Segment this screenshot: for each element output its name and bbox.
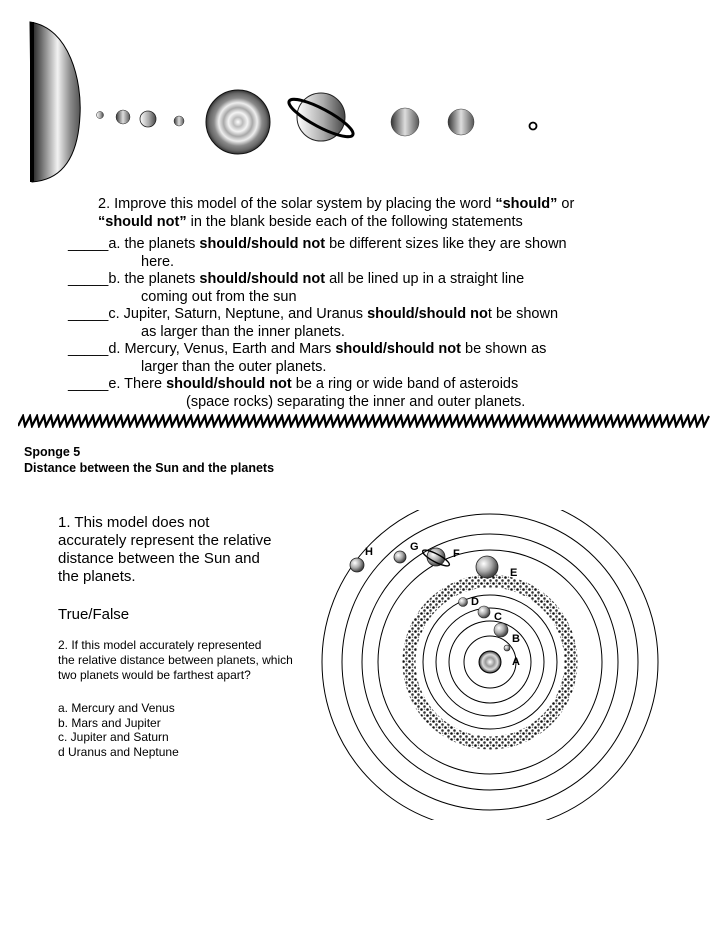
venus-icon — [116, 110, 130, 124]
q2-intro-should: “should” — [495, 196, 558, 212]
q2b-line: 2. If this model accurately represented — [58, 638, 262, 652]
planet-label-h: H — [365, 546, 373, 558]
option-a: a. Mercury and Venus — [58, 701, 175, 715]
sun-icon — [30, 22, 80, 182]
statement-d — [68, 341, 718, 376]
statement-b-choice: should/should not — [199, 271, 326, 287]
statement-a-text: _____a. the planets — [68, 236, 200, 252]
mars-icon — [174, 116, 184, 126]
earth-icon — [140, 111, 156, 127]
planet-label-c: C — [494, 611, 502, 623]
option-d: d Uranus and Neptune — [58, 744, 179, 759]
true-false-prompt: True/False — [58, 606, 130, 623]
statement-b-rest: all be lined up in a straight line — [325, 271, 525, 287]
planet-label-b: B — [512, 633, 520, 645]
orbit-diagram — [318, 510, 678, 820]
planet-d-icon — [459, 598, 468, 607]
planet-size-model — [0, 0, 728, 190]
q2b-line: the relative distance between planets, which — [58, 653, 293, 667]
section-heading — [24, 444, 274, 476]
planet-b-icon — [494, 623, 508, 637]
planet-c-icon — [478, 606, 490, 618]
q2b-line: two planets would be farthest apart? — [58, 668, 251, 682]
statement-d-rest: be shown as — [460, 341, 547, 357]
planet-label-d: D — [471, 596, 479, 608]
q1-line: 1. This model does not — [58, 514, 210, 531]
question-1 — [58, 514, 328, 586]
pluto-icon — [530, 123, 537, 130]
planet-f-icon — [421, 547, 451, 568]
statement-a-cont: here. — [141, 253, 175, 270]
planet-h-icon — [350, 558, 364, 572]
jupiter-icon — [206, 90, 270, 154]
option-c: c. Jupiter and Saturn — [58, 730, 169, 744]
sponge-subtitle: Distance between the Sun and the planets — [24, 461, 275, 475]
statement-c — [68, 306, 718, 341]
planet-label-g: G — [410, 541, 419, 553]
uranus-icon — [391, 108, 419, 136]
statement-c-text: _____c. Jupiter, Saturn, Neptune, and Uranus — [68, 306, 368, 322]
q2-intro-should-not: “should not” — [98, 214, 187, 230]
statement-e — [68, 376, 718, 411]
q1-line: the planets. — [58, 568, 136, 585]
statement-e-choice: should/should not — [166, 376, 292, 392]
planet-a-icon — [504, 645, 510, 651]
q2-intro-text-2: in the blank beside each of the following statements — [186, 214, 523, 230]
sponge-title: Sponge 5 — [24, 445, 81, 459]
question-2-intro — [98, 195, 698, 231]
statement-a-choice: should/should not — [199, 236, 326, 252]
statement-a-rest: be different sizes like they are shown — [325, 236, 567, 252]
option-b: b. Mars and Jupiter — [58, 715, 161, 730]
statement-e-rest: be a ring or wide band of asteroids — [291, 376, 519, 392]
statement-c-rest: t be shown — [487, 306, 559, 322]
statement-b-cont: coming out from the sun — [141, 288, 297, 305]
q1-line: accurately represent the relative — [58, 532, 272, 549]
planet-g-icon — [394, 551, 406, 563]
answer-options — [58, 701, 328, 759]
planet-label-e: E — [510, 567, 518, 579]
planet-e-icon — [476, 556, 498, 578]
statement-c-cont: as larger than the inner planets. — [141, 323, 345, 340]
planet-label-f: F — [453, 548, 460, 560]
neptune-icon — [448, 109, 474, 135]
sponge-questions — [58, 514, 328, 759]
statement-c-choice: should/should no — [367, 306, 488, 322]
q1-line: distance between the Sun and — [58, 550, 260, 567]
statement-b-text: _____b. the planets — [68, 271, 200, 287]
q2-intro-text: 2. Improve this model of the solar system by placing the word — [98, 196, 496, 212]
statement-a — [68, 236, 718, 271]
planet-label-a: A — [512, 656, 520, 668]
statement-d-choice: should/should not — [335, 341, 461, 357]
statement-e-cont: (space rocks) separating the inner and outer planets. — [186, 393, 526, 410]
saturn-icon — [285, 93, 357, 143]
question-2 — [58, 638, 328, 683]
statement-list — [68, 236, 718, 411]
q2-intro-or: or — [557, 196, 575, 212]
mercury-icon — [97, 112, 104, 119]
statement-e-text: _____e. There — [68, 376, 167, 392]
section-divider — [18, 414, 710, 428]
statement-d-text: _____d. Mercury, Venus, Earth and Mars — [68, 341, 336, 357]
sun-icon — [479, 651, 501, 673]
statement-d-cont: larger than the outer planets. — [141, 358, 327, 375]
statement-b — [68, 271, 718, 306]
